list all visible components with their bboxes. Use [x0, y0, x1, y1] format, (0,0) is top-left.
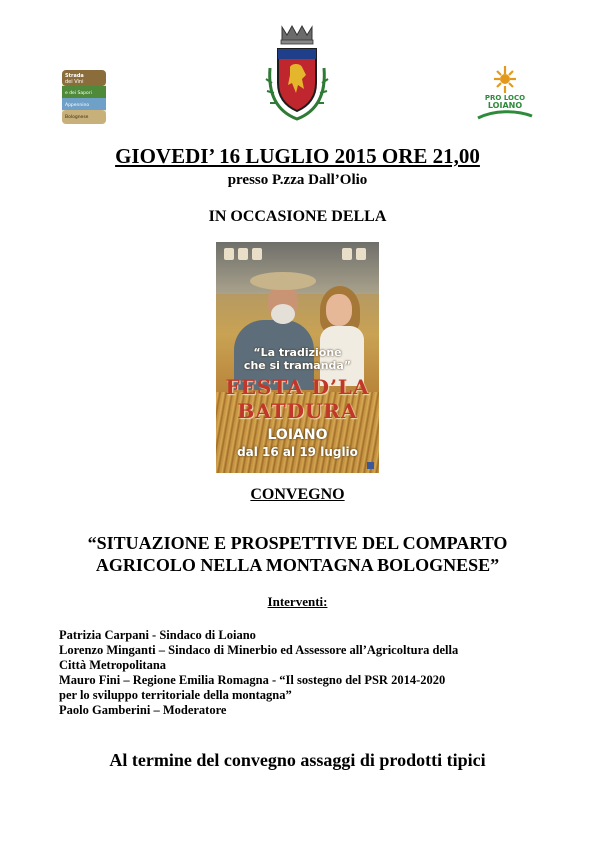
speaker-line: Lorenzo Minganti – Sindaco di Minerbio ed Assessore all’Agricoltura della: [59, 643, 459, 657]
svg-text:e dei Sapori: e dei Sapori: [65, 91, 92, 96]
speakers-list: [59, 628, 549, 718]
poster-farmer-beard: [271, 304, 295, 324]
comune-crest-emblem: [262, 23, 332, 123]
speaker-line: Patrizia Carpani - Sindaco di Loiano: [59, 628, 256, 642]
facebook-icon: [367, 462, 374, 469]
poster-farmer-hat: [250, 272, 316, 290]
svg-text:Strada: Strada: [65, 73, 84, 79]
poster-quote-line2: che si tramanda”: [243, 359, 352, 372]
poster-title-line1: FESTA D’LA: [225, 375, 370, 399]
svg-text:Bolognese: Bolognese: [65, 115, 89, 120]
interventi-heading: Interventi:: [267, 594, 328, 609]
occasion-heading: IN OCCASIONE DELLA: [208, 208, 387, 225]
poster-town: LOIANO: [267, 427, 328, 443]
poster-sponsor-badges: [224, 248, 374, 260]
pro-loco-loiano-logo: [474, 62, 536, 124]
poster-dates: dal 16 al 19 luglio: [237, 445, 358, 459]
svg-text:dei Vini: dei Vini: [65, 79, 84, 85]
poster-title-line2: BATDURA: [237, 399, 358, 423]
strada-dei-vini-logo: [62, 70, 106, 124]
svg-text:Appennino: Appennino: [65, 103, 90, 108]
poster-girl-face: [326, 294, 352, 326]
convegno-title-line2: AGRICOLO NELLA MONTAGNA BOLOGNESE”: [95, 555, 500, 575]
convegno-heading: CONVEGNO: [250, 486, 345, 503]
poster-quote-line1: “La tradizione: [253, 346, 342, 359]
event-date-time: GIOVEDI’ 16 LUGLIO 2015 ORE 21,00: [115, 144, 480, 168]
speaker-line: Paolo Gamberini – Moderatore: [59, 703, 227, 717]
speaker-line: Città Metropolitana: [59, 658, 167, 672]
speaker-line: per lo sviluppo territoriale della montagna”: [59, 688, 292, 702]
convegno-title-line1: “SITUAZIONE E PROSPETTIVE DEL COMPARTO: [87, 533, 508, 553]
speaker-line: Mauro Fini – Regione Emilia Romagna - “Il sostegno del PSR 2014-2020: [59, 673, 446, 687]
svg-text:PRO LOCO: PRO LOCO: [484, 94, 526, 102]
festa-batdura-poster: [216, 242, 379, 473]
event-location: presso P.zza Dall’Olio: [227, 172, 368, 188]
svg-text:LOIANO: LOIANO: [487, 101, 523, 110]
closing-note: Al termine del convegno assaggi di prodotti tipici: [109, 750, 486, 770]
